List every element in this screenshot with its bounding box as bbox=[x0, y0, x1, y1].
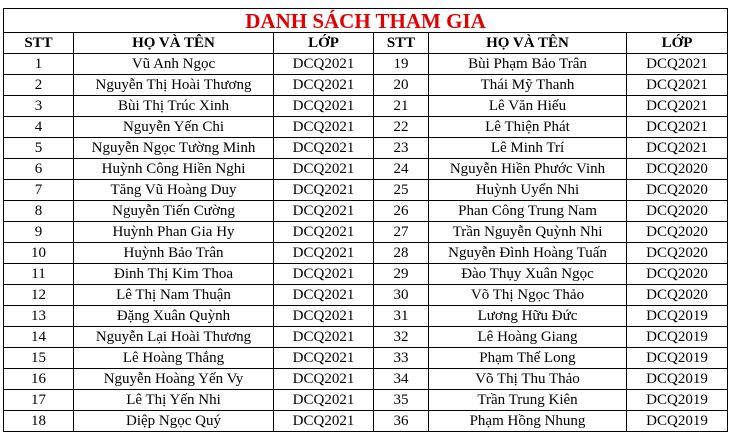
cell-class-left: DCQ2021 bbox=[274, 75, 374, 96]
cell-name-right: Võ Thị Thu Thảo bbox=[429, 369, 627, 390]
cell-class-left: DCQ2021 bbox=[274, 54, 374, 75]
cell-name-left: Vũ Anh Ngọc bbox=[74, 54, 274, 75]
table-row bbox=[4, 390, 728, 411]
cell-stt-left: 8 bbox=[4, 201, 74, 222]
header-row bbox=[4, 33, 728, 54]
cell-class-right: DCQ2019 bbox=[627, 390, 728, 411]
cell-name-left: Đinh Thị Kim Thoa bbox=[74, 264, 274, 285]
cell-stt-left: 15 bbox=[4, 348, 74, 369]
table-row bbox=[4, 411, 728, 432]
cell-stt-left: 11 bbox=[4, 264, 74, 285]
cell-name-right: Thái Mỹ Thanh bbox=[429, 75, 627, 96]
cell-class-left: DCQ2021 bbox=[274, 243, 374, 264]
cell-class-right: DCQ2020 bbox=[627, 222, 728, 243]
table-row bbox=[4, 243, 728, 264]
cell-class-left: DCQ2021 bbox=[274, 306, 374, 327]
cell-class-left: DCQ2021 bbox=[274, 201, 374, 222]
table-row bbox=[4, 180, 728, 201]
cell-name-left: Nguyễn Hoàng Yến Vy bbox=[74, 369, 274, 390]
cell-name-left: Lê Hoàng Thắng bbox=[74, 348, 274, 369]
cell-name-right: Lê Minh Trí bbox=[429, 138, 627, 159]
cell-stt-left: 7 bbox=[4, 180, 74, 201]
cell-name-left: Diệp Ngọc Quý bbox=[74, 411, 274, 432]
cell-stt-right: 27 bbox=[374, 222, 429, 243]
cell-name-left: Lê Thị Yến Nhi bbox=[74, 390, 274, 411]
cell-name-left: Lê Thị Nam Thuận bbox=[74, 285, 274, 306]
cell-stt-right: 23 bbox=[374, 138, 429, 159]
cell-stt-left: 10 bbox=[4, 243, 74, 264]
cell-stt-right: 28 bbox=[374, 243, 429, 264]
cell-name-left: Huỳnh Bảo Trân bbox=[74, 243, 274, 264]
table-row bbox=[4, 159, 728, 180]
cell-stt-left: 2 bbox=[4, 75, 74, 96]
table-row bbox=[4, 117, 728, 138]
cell-stt-left: 14 bbox=[4, 327, 74, 348]
cell-class-left: DCQ2021 bbox=[274, 285, 374, 306]
cell-class-left: DCQ2021 bbox=[274, 117, 374, 138]
cell-name-left: Tăng Vũ Hoàng Duy bbox=[74, 180, 274, 201]
table-row bbox=[4, 369, 728, 390]
table-row bbox=[4, 327, 728, 348]
table-row bbox=[4, 54, 728, 75]
cell-stt-right: 24 bbox=[374, 159, 429, 180]
table-row bbox=[4, 138, 728, 159]
cell-class-left: DCQ2021 bbox=[274, 222, 374, 243]
cell-name-right: Trần Nguyễn Quỳnh Nhi bbox=[429, 222, 627, 243]
header-class-left: LỚP bbox=[274, 33, 374, 54]
cell-stt-right: 29 bbox=[374, 264, 429, 285]
cell-stt-right: 36 bbox=[374, 411, 429, 432]
cell-name-left: Nguyễn Lại Hoài Thương bbox=[74, 327, 274, 348]
participant-table bbox=[3, 8, 728, 432]
cell-class-left: DCQ2021 bbox=[274, 327, 374, 348]
cell-stt-left: 3 bbox=[4, 96, 74, 117]
cell-stt-right: 19 bbox=[374, 54, 429, 75]
cell-stt-left: 18 bbox=[4, 411, 74, 432]
cell-name-left: Huỳnh Phan Gia Hy bbox=[74, 222, 274, 243]
cell-class-left: DCQ2021 bbox=[274, 96, 374, 117]
cell-name-right: Lê Thiện Phát bbox=[429, 117, 627, 138]
title-row bbox=[4, 9, 728, 33]
header-stt-right: STT bbox=[374, 33, 429, 54]
cell-class-right: DCQ2019 bbox=[627, 348, 728, 369]
cell-name-right: Đào Thụy Xuân Ngọc bbox=[429, 264, 627, 285]
header-name-left: HỌ VÀ TÊN bbox=[74, 33, 274, 54]
cell-class-left: DCQ2021 bbox=[274, 159, 374, 180]
cell-class-right: DCQ2020 bbox=[627, 180, 728, 201]
cell-name-left: Nguyễn Thị Hoài Thương bbox=[74, 75, 274, 96]
cell-class-right: DCQ2020 bbox=[627, 243, 728, 264]
cell-name-left: Huỳnh Công Hiền Nghi bbox=[74, 159, 274, 180]
cell-class-right: DCQ2019 bbox=[627, 306, 728, 327]
cell-class-right: DCQ2021 bbox=[627, 75, 728, 96]
cell-stt-left: 6 bbox=[4, 159, 74, 180]
table-row bbox=[4, 201, 728, 222]
table-row bbox=[4, 264, 728, 285]
cell-stt-right: 32 bbox=[374, 327, 429, 348]
table-row bbox=[4, 222, 728, 243]
cell-name-left: Nguyễn Yến Chi bbox=[74, 117, 274, 138]
cell-name-right: Phan Công Trung Nam bbox=[429, 201, 627, 222]
cell-name-right: Lê Hoàng Giang bbox=[429, 327, 627, 348]
cell-stt-right: 30 bbox=[374, 285, 429, 306]
cell-stt-right: 34 bbox=[374, 369, 429, 390]
cell-stt-left: 17 bbox=[4, 390, 74, 411]
cell-stt-right: 26 bbox=[374, 201, 429, 222]
cell-stt-right: 20 bbox=[374, 75, 429, 96]
cell-class-left: DCQ2021 bbox=[274, 411, 374, 432]
cell-stt-left: 4 bbox=[4, 117, 74, 138]
cell-class-left: DCQ2021 bbox=[274, 348, 374, 369]
cell-stt-left: 1 bbox=[4, 54, 74, 75]
cell-class-right: DCQ2020 bbox=[627, 159, 728, 180]
cell-stt-right: 35 bbox=[374, 390, 429, 411]
cell-name-right: Phạm Thế Long bbox=[429, 348, 627, 369]
cell-class-left: DCQ2021 bbox=[274, 138, 374, 159]
cell-stt-left: 9 bbox=[4, 222, 74, 243]
table-row bbox=[4, 96, 728, 117]
table-title: DANH SÁCH THAM GIA bbox=[4, 9, 728, 33]
cell-stt-right: 22 bbox=[374, 117, 429, 138]
cell-name-right: Nguyễn Hiền Phước Vinh bbox=[429, 159, 627, 180]
cell-class-right: DCQ2019 bbox=[627, 327, 728, 348]
cell-stt-left: 16 bbox=[4, 369, 74, 390]
cell-name-left: Bùi Thị Trúc Xinh bbox=[74, 96, 274, 117]
cell-class-right: DCQ2021 bbox=[627, 138, 728, 159]
cell-name-right: Nguyễn Đình Hoàng Tuấn bbox=[429, 243, 627, 264]
table-body bbox=[4, 54, 728, 432]
cell-stt-left: 13 bbox=[4, 306, 74, 327]
table-row bbox=[4, 306, 728, 327]
cell-name-right: Lê Văn Hiếu bbox=[429, 96, 627, 117]
cell-stt-left: 5 bbox=[4, 138, 74, 159]
cell-name-right: Trần Trung Kiên bbox=[429, 390, 627, 411]
cell-stt-right: 25 bbox=[374, 180, 429, 201]
header-name-right: HỌ VÀ TÊN bbox=[429, 33, 627, 54]
cell-class-left: DCQ2021 bbox=[274, 390, 374, 411]
cell-class-right: DCQ2021 bbox=[627, 54, 728, 75]
cell-class-left: DCQ2021 bbox=[274, 180, 374, 201]
cell-class-left: DCQ2021 bbox=[274, 264, 374, 285]
cell-class-left: DCQ2021 bbox=[274, 369, 374, 390]
cell-stt-right: 31 bbox=[374, 306, 429, 327]
table-row bbox=[4, 348, 728, 369]
cell-name-right: Lương Hữu Đức bbox=[429, 306, 627, 327]
cell-name-right: Phạm Hồng Nhung bbox=[429, 411, 627, 432]
table-row bbox=[4, 285, 728, 306]
cell-class-right: DCQ2019 bbox=[627, 411, 728, 432]
cell-name-right: Võ Thị Ngọc Thảo bbox=[429, 285, 627, 306]
cell-class-right: DCQ2020 bbox=[627, 285, 728, 306]
table-row bbox=[4, 75, 728, 96]
cell-class-right: DCQ2019 bbox=[627, 369, 728, 390]
cell-class-right: DCQ2021 bbox=[627, 117, 728, 138]
cell-stt-left: 12 bbox=[4, 285, 74, 306]
cell-stt-right: 21 bbox=[374, 96, 429, 117]
header-stt-left: STT bbox=[4, 33, 74, 54]
cell-name-right: Bùi Phạm Bảo Trân bbox=[429, 54, 627, 75]
cell-stt-right: 33 bbox=[374, 348, 429, 369]
cell-class-right: DCQ2020 bbox=[627, 264, 728, 285]
cell-class-right: DCQ2021 bbox=[627, 96, 728, 117]
cell-name-left: Nguyễn Ngọc Tường Minh bbox=[74, 138, 274, 159]
cell-name-left: Đặng Xuân Quỳnh bbox=[74, 306, 274, 327]
cell-class-right: DCQ2020 bbox=[627, 201, 728, 222]
cell-name-right: Huỳnh Uyển Nhi bbox=[429, 180, 627, 201]
cell-name-left: Nguyễn Tiến Cường bbox=[74, 201, 274, 222]
header-class-right: LỚP bbox=[627, 33, 728, 54]
